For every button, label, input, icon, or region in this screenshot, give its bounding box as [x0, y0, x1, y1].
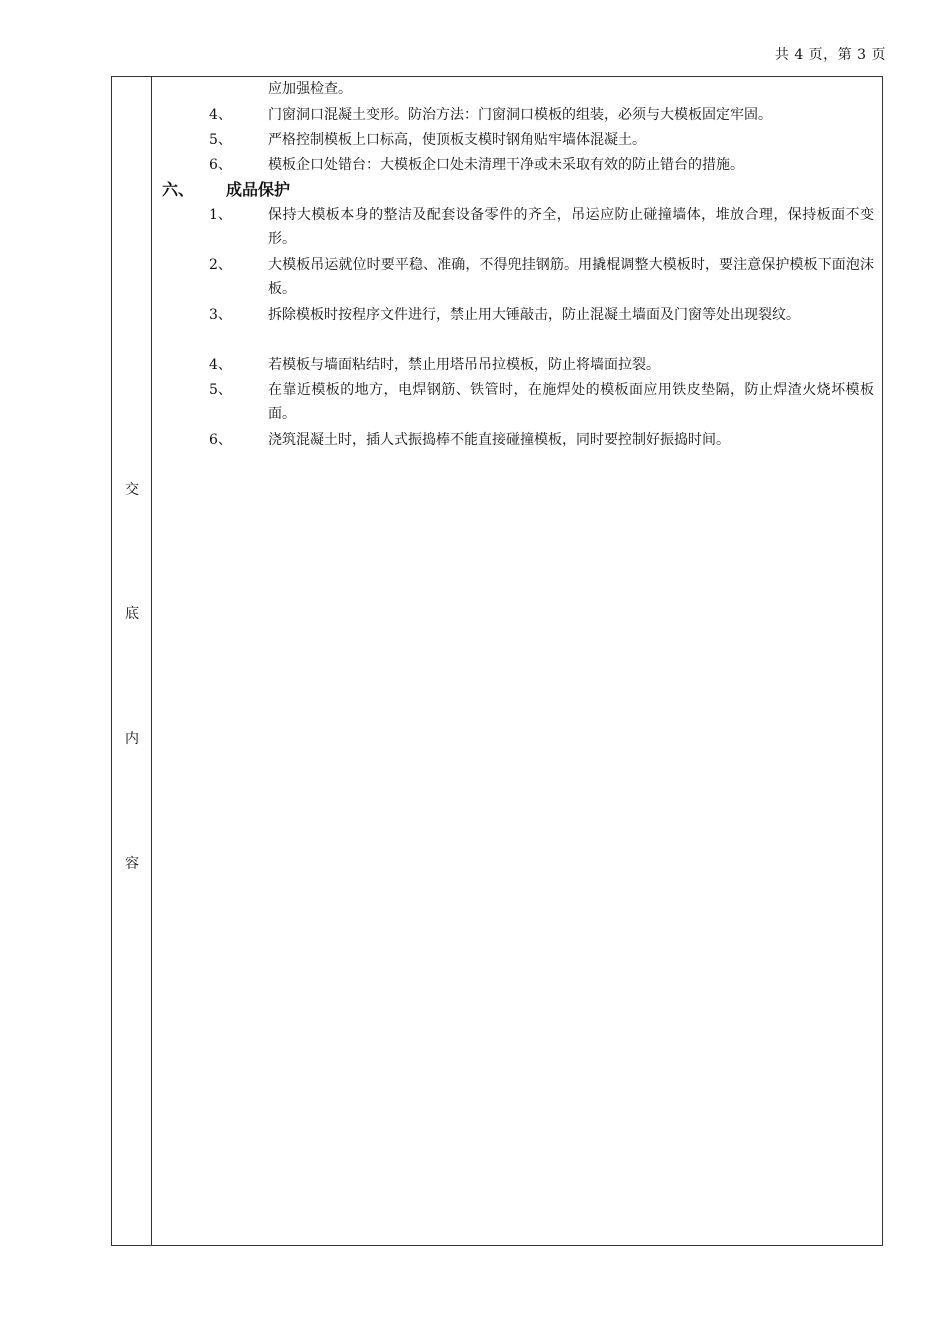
- disclosure-table: [111, 76, 883, 1246]
- item-text: 保持大模板本身的整洁及配套设备零件的齐全，吊运应防止碰撞墙体，堆放合理，保持板面不变形。: [268, 207, 874, 247]
- item-number: 4、: [209, 107, 232, 123]
- item-number: 5、: [209, 382, 232, 398]
- item-text: 大模板吊运就位时要平稳、准确，不得兜挂钢筋。用撬棍调整大模板时，要注意保护模板下面泡沫板。: [268, 257, 874, 297]
- side-label-column: [112, 77, 152, 1245]
- item-number: 5、: [209, 132, 232, 148]
- item-text: 模板企口处错台：大模板企口处未清理干净或未采取有效的防止错台的措施。: [268, 157, 744, 173]
- side-label-char: 容: [125, 856, 139, 872]
- section-number: 六、: [162, 180, 195, 199]
- item-text: 浇筑混凝土时，插人式振捣棒不能直接碰撞模板，同时要控制好振捣时间。: [268, 432, 730, 448]
- item-number: 3、: [209, 307, 232, 323]
- continuation-text: 应加强检查。: [268, 81, 352, 97]
- side-label-char: 内: [125, 731, 139, 747]
- item-number: 4、: [209, 357, 232, 373]
- side-label-char: 交: [125, 482, 139, 498]
- item-text: 门窗洞口混凝土变形。防治方法：门窗洞口模板的组装，必须与大模板固定牢固。: [268, 107, 772, 123]
- item-text: 拆除模板时按程序文件进行，禁止用大锤敲击，防止混凝土墙面及门窗等处出现裂纹。: [268, 307, 800, 323]
- item-number: 1、: [209, 207, 232, 223]
- item-text: 若模板与墙面粘结时，禁止用塔吊吊拉模板，防止将墙面拉裂。: [268, 357, 660, 373]
- item-number: 6、: [209, 432, 232, 448]
- item-text: 严格控制模板上口标高，使顶板支模时钢角贴牢墙体混凝土。: [268, 132, 646, 148]
- item-number: 6、: [209, 157, 232, 173]
- item-number: 2、: [209, 257, 232, 273]
- page-number-indicator: 共 4 页，第 3 页: [774, 47, 886, 63]
- section-title: 成品保护: [226, 180, 291, 199]
- side-label-char: 底: [125, 606, 139, 622]
- disclosure-content: [152, 77, 882, 1245]
- item-text: 在靠近模板的地方，电焊钢筋、铁管时，在施焊处的模板面应用铁皮垫隔，防止焊渣火烧坏模板面。: [268, 382, 874, 422]
